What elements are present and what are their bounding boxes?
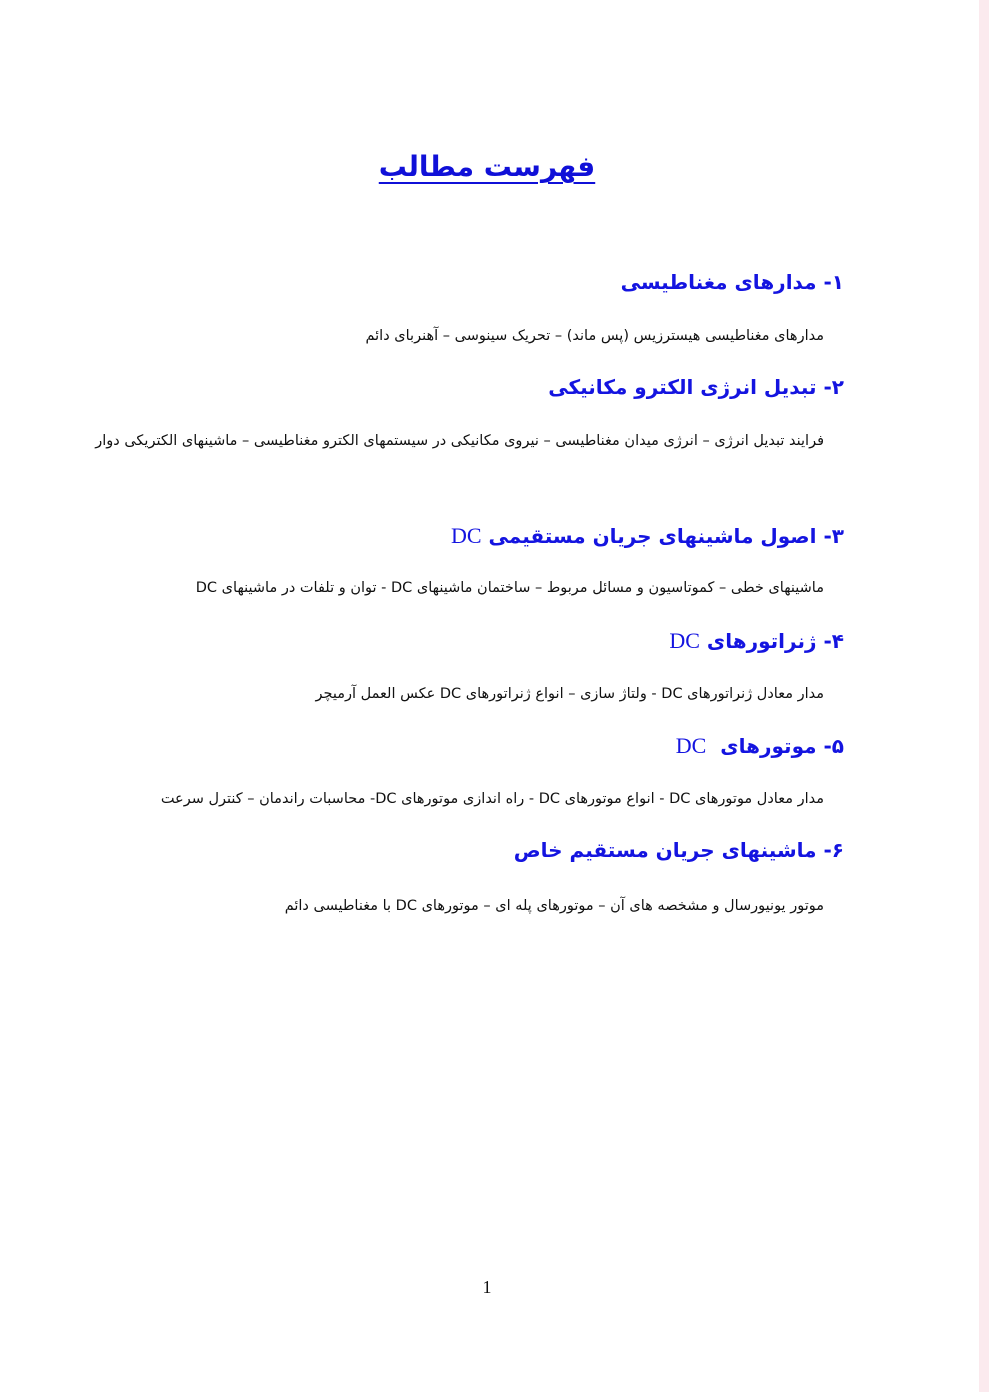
section-description-1-text: مدارهای مغناطیسی هیسترزیس (پس ماند) – تحریک سینوسی – آهنربای دائم <box>365 328 824 344</box>
section-description-6-text: موتور یونیورسال و مشخصه های آن – موتورهای پله ای – موتورهای DC با مغناطیسی دائم <box>284 898 824 914</box>
section-description-1 <box>79 313 824 360</box>
page-edge <box>979 0 989 1392</box>
section-title-4: ژنراتورهای <box>706 629 817 653</box>
section-number-2: ۲- <box>823 375 844 399</box>
section-description-3 <box>79 565 824 612</box>
section-heading-3 <box>84 523 844 549</box>
section-heading-2 <box>84 375 844 399</box>
section-heading-4 <box>84 628 844 654</box>
section-description-5 <box>79 776 824 823</box>
section-description-4-text: مدار معادل ژنراتورهای DC - ولتاژ سازی – انواع ژنراتورهای DC عکس العمل آرمیچر <box>315 686 824 702</box>
section-title-6: ماشینهای جریان مستقیم خاص <box>513 838 817 862</box>
section-number-6: ۶- <box>823 838 844 862</box>
section-title-latin-5: DC <box>675 733 707 758</box>
section-number-4: ۴- <box>823 629 844 653</box>
section-description-4 <box>79 671 824 718</box>
page-title <box>0 146 974 184</box>
section-title-5: موتورهای <box>720 734 817 758</box>
section-number-1: ۱- <box>823 270 844 294</box>
section-title-3: اصول ماشینهای جریان مستقیمی <box>488 524 817 548</box>
toc-title-text: فهرست مطالب <box>378 150 596 183</box>
section-description-5-text: مدار معادل موتورهای DC - انواع موتورهای DC - راه اندازی موتورهای DC- محاسبات راندمان – کنترل سرعت <box>160 791 824 807</box>
section-number-5: ۵- <box>823 734 844 758</box>
section-description-3-text: ماشینهای خطی – کموتاسیون و مسائل مربوط – ساختمان ماشینهای DC - توان و تلفات در ماشینهای DC <box>195 580 824 596</box>
section-description-2 <box>79 418 824 465</box>
section-heading-6 <box>84 838 844 862</box>
section-title-1: مدارهای مغناطیسی <box>620 270 817 294</box>
section-title-latin-3: DC <box>451 523 482 548</box>
section-heading-1 <box>84 270 844 294</box>
section-title-latin-4: DC <box>669 628 700 653</box>
page-number: 1 <box>482 1277 492 1297</box>
section-description-2-text: فرایند تبدیل انرژی – انرژی میدان مغناطیسی – نیروی مکانیکی در سیستمهای الکترو مغناطیسی – ماشینهای الکتریکی دوار <box>95 433 824 449</box>
section-number-3: ۳- <box>823 524 844 548</box>
section-title-2: تبدیل انرژی الکترو مکانیکی <box>548 375 817 399</box>
section-heading-5 <box>84 733 844 759</box>
section-description-6 <box>79 883 824 930</box>
